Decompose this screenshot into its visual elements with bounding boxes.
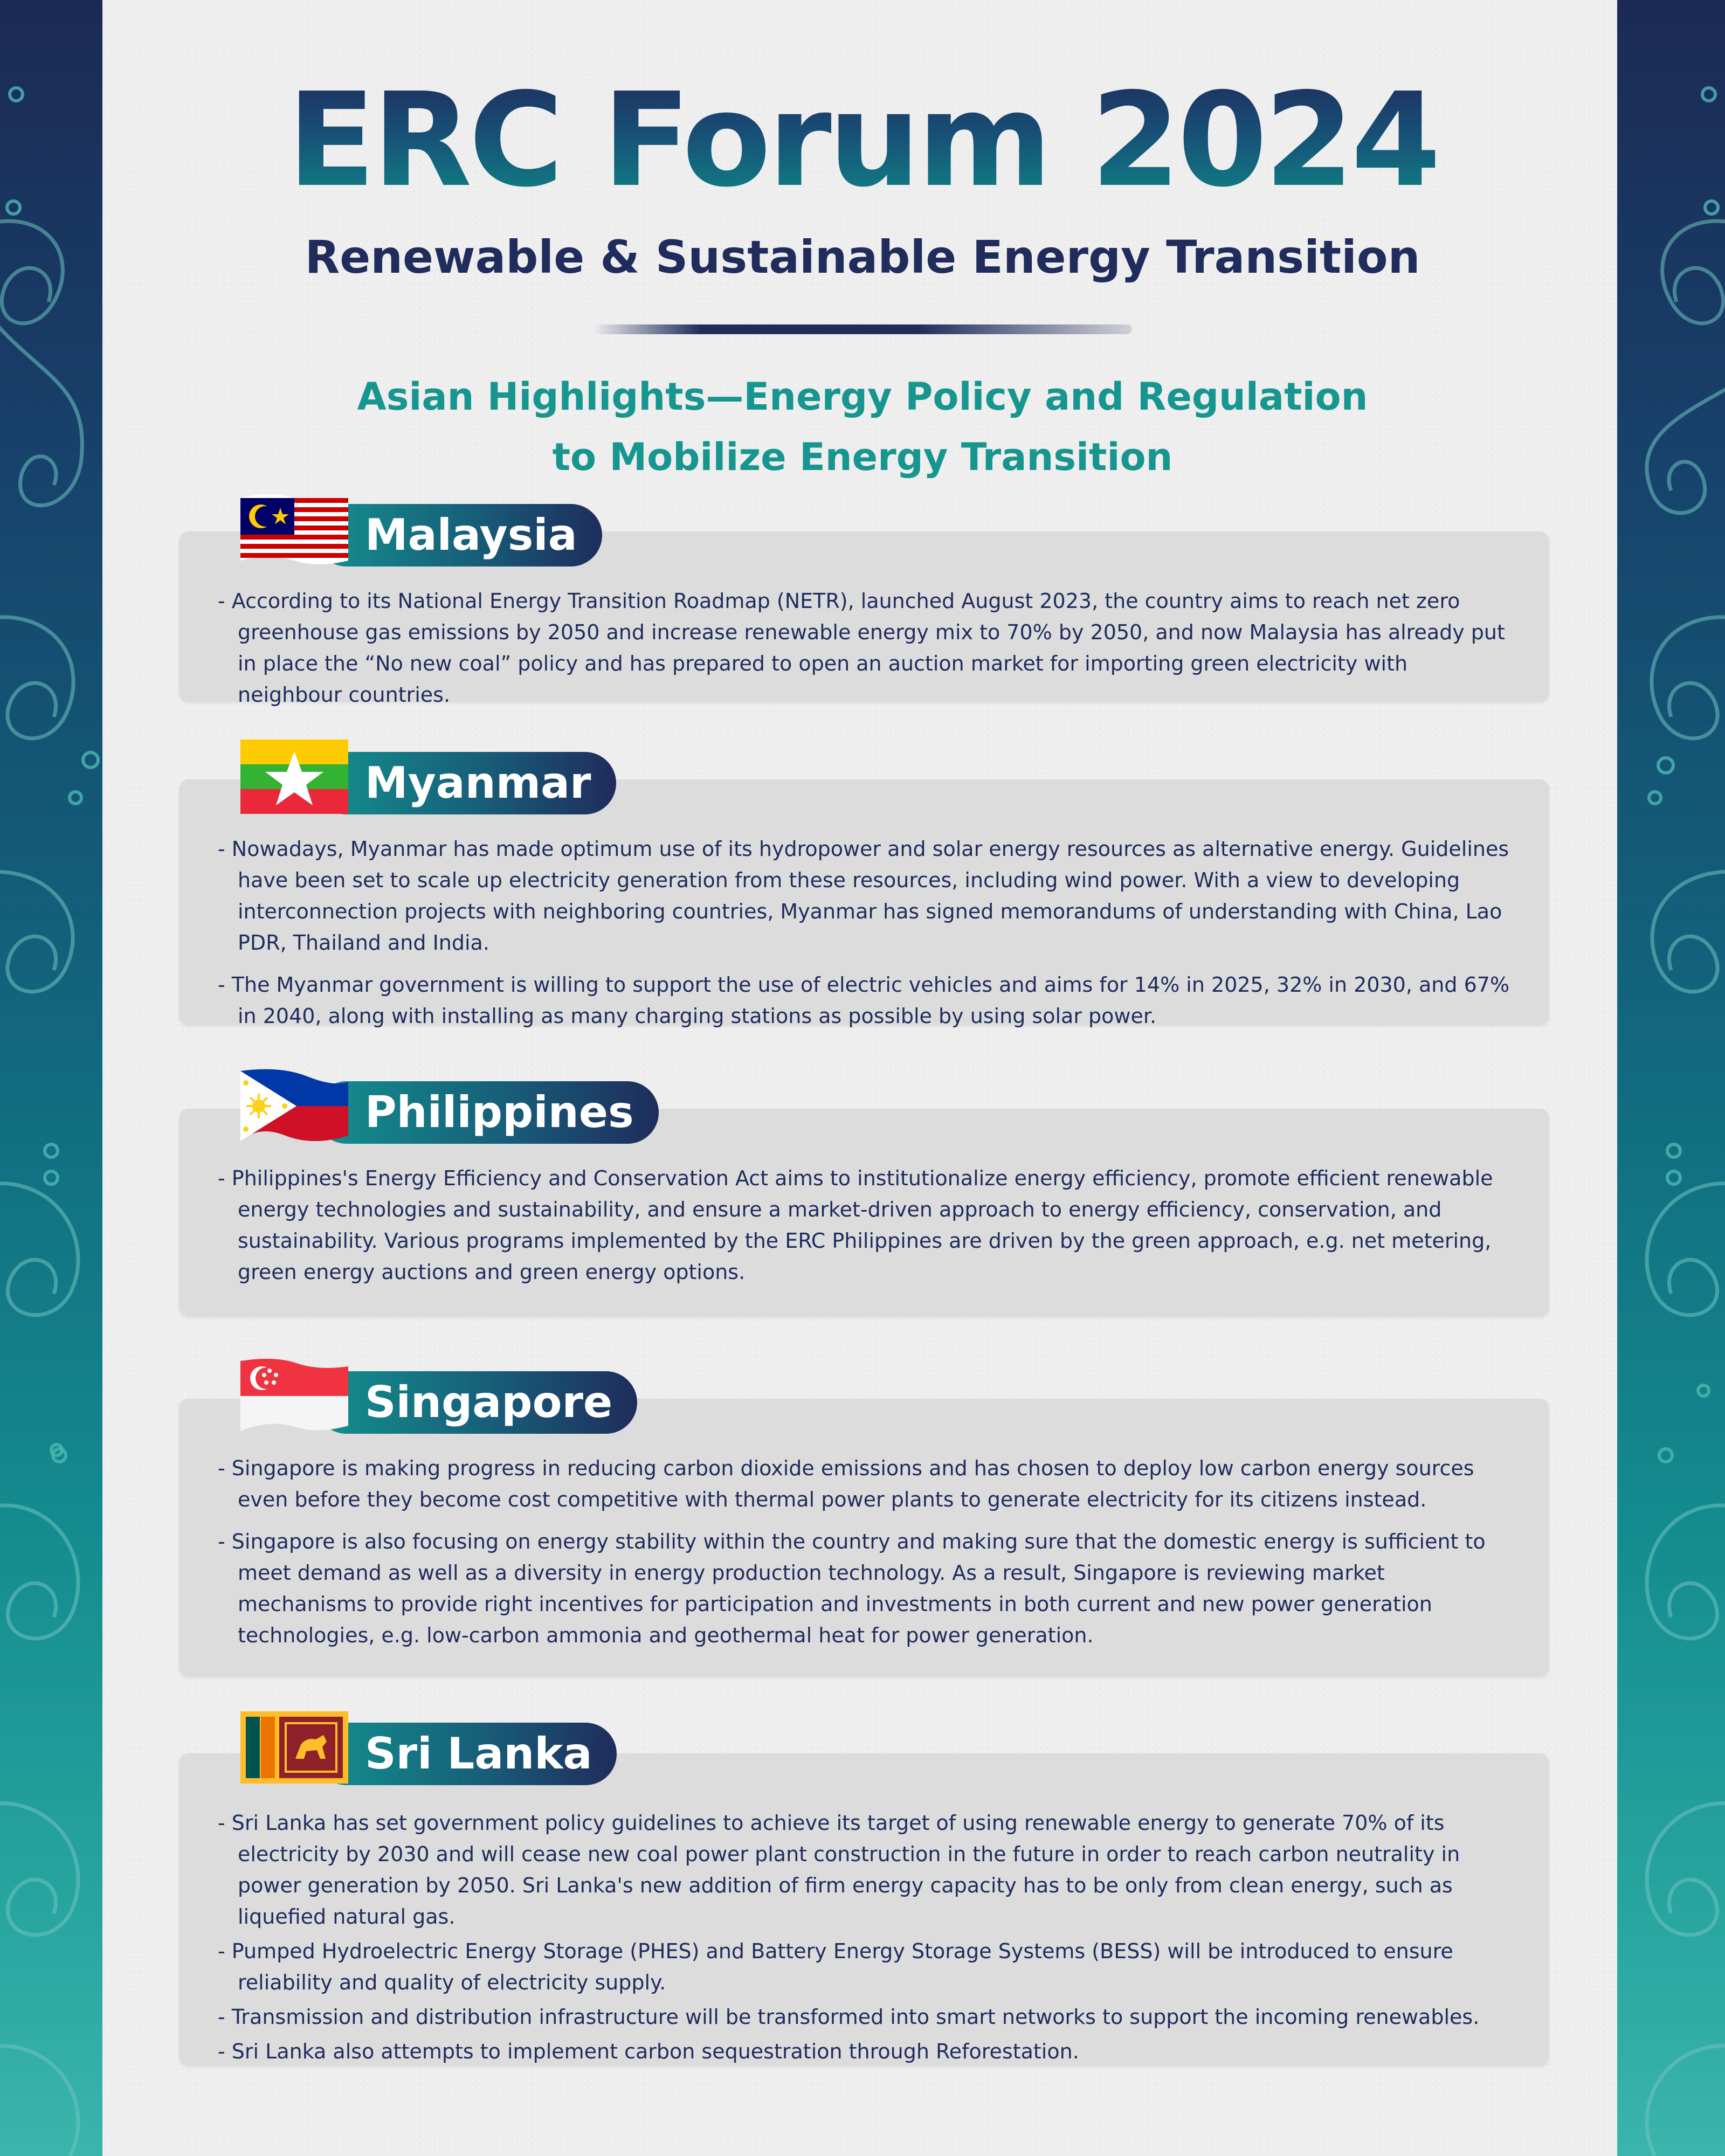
- sri-lanka-point: - Transmission and distribution infrastructure will be transformed into smart networks to support the incoming renewables.: [218, 2001, 1517, 2033]
- sri-lanka-label: Sri Lanka: [315, 1723, 617, 1785]
- singapore-label: Singapore: [315, 1371, 637, 1434]
- philippines-point: - Philippines's Energy Efficiency and Conservation Act aims to institutionalize energy efficiency, promote efficient renewable energy technologies and sustainability, and ensure a market-driven approach to energy efficiency, conservation, and sustainability. Various programs implemented by the ERC Philippines are driven by the green approach, e.g. net metering, green energy auctions and green energy options.: [218, 1163, 1517, 1288]
- page-title: ERC Forum 2024: [0, 70, 1725, 210]
- left-decorative-border: [0, 0, 102, 2156]
- myanmar-point: - The Myanmar government is willing to support the use of electric vehicles and aims for 14% in 2025, 32% in 2030, and 67% in 2040, along with installing as many charging stations as possible by using solar power.: [218, 969, 1517, 1032]
- wave-pattern-left: [0, 0, 102, 2156]
- section-heading-line2: to Mobilize Energy Transition: [552, 435, 1173, 479]
- myanmar-flag-icon: [237, 736, 351, 817]
- sri-lanka-flag-icon: [237, 1707, 351, 1788]
- section-heading-line1: Asian Highlights—Energy Policy and Regulation: [357, 375, 1368, 419]
- wave-pattern-right: [1623, 0, 1725, 2156]
- sri-lanka-point: - Pumped Hydroelectric Energy Storage (PHES) and Battery Energy Storage Systems (BESS) will be introduced to ensure reliability and quality of electricity supply.: [218, 1936, 1517, 1998]
- sri-lanka-card: [179, 1753, 1549, 2066]
- malaysia-point: - According to its National Energy Transition Roadmap (NETR), launched August 2023, the country aims to reach net zero greenhouse gas emissions by 2050 and increase renewable energy mix to 70% by 2050, and now Malaysia has already put in place the “No new coal” policy and has prepared to open an auction market for importing green electricity with neighbour countries.: [218, 585, 1517, 710]
- malaysia-flag-icon: [237, 488, 351, 569]
- philippines-flag-icon: [237, 1066, 351, 1146]
- singapore-point: - Singapore is making progress in reducing carbon dioxide emissions and has chosen to deploy low carbon energy sources even before they become cost competitive with thermal power plants to generate electricity for its citizens instead.: [218, 1453, 1517, 1515]
- philippines-label: Philippines: [315, 1081, 659, 1144]
- myanmar-points: [218, 833, 1517, 1042]
- sri-lanka-point: - Sri Lanka has set government policy guidelines to achieve its target of using renewable energy to generate 70% of its electricity by 2030 and will cease new coal power plant construction in the future in order to reach carbon neutrality in power generation by 2050. Sri Lanka's new addition of firm energy capacity has to be only from clean energy, such as liquefied natural gas.: [218, 1807, 1517, 1932]
- myanmar-label: Myanmar: [315, 752, 616, 814]
- singapore-card: [179, 1399, 1549, 1677]
- title-divider: [593, 324, 1132, 334]
- malaysia-points: [218, 585, 1517, 721]
- singapore-point: - Singapore is also focusing on energy stability within the country and making sure that the domestic energy is sufficient to meet demand as well as a diversity in energy production technology. As a result, Singapore is reviewing market mechanisms to provide right incentives for participation and investments in both current and new power generation technologies, e.g. low-carbon ammonia and geothermal heat for power generation.: [218, 1526, 1517, 1651]
- sri-lanka-points: [218, 1807, 1517, 2070]
- singapore-points: [218, 1453, 1517, 1662]
- sri-lanka-point: - Sri Lanka also attempts to implement carbon sequestration through Reforestation.: [218, 2036, 1517, 2067]
- myanmar-point: - Nowadays, Myanmar has made optimum use of its hydropower and solar energy resources as alternative energy. Guidelines have been set to scale up electricity generation from these resources, including wind power. With a view to developing interconnection projects with neighboring countries, Myanmar has signed memorandums of understanding with China, Lao PDR, Thailand and India.: [218, 833, 1517, 958]
- philippines-points: [218, 1163, 1517, 1298]
- myanmar-card: [179, 779, 1549, 1028]
- right-decorative-border: [1623, 0, 1725, 2156]
- malaysia-label: Malaysia: [315, 504, 602, 566]
- page-subtitle: Renewable & Sustainable Energy Transition: [305, 231, 1420, 284]
- singapore-flag-icon: [237, 1356, 351, 1436]
